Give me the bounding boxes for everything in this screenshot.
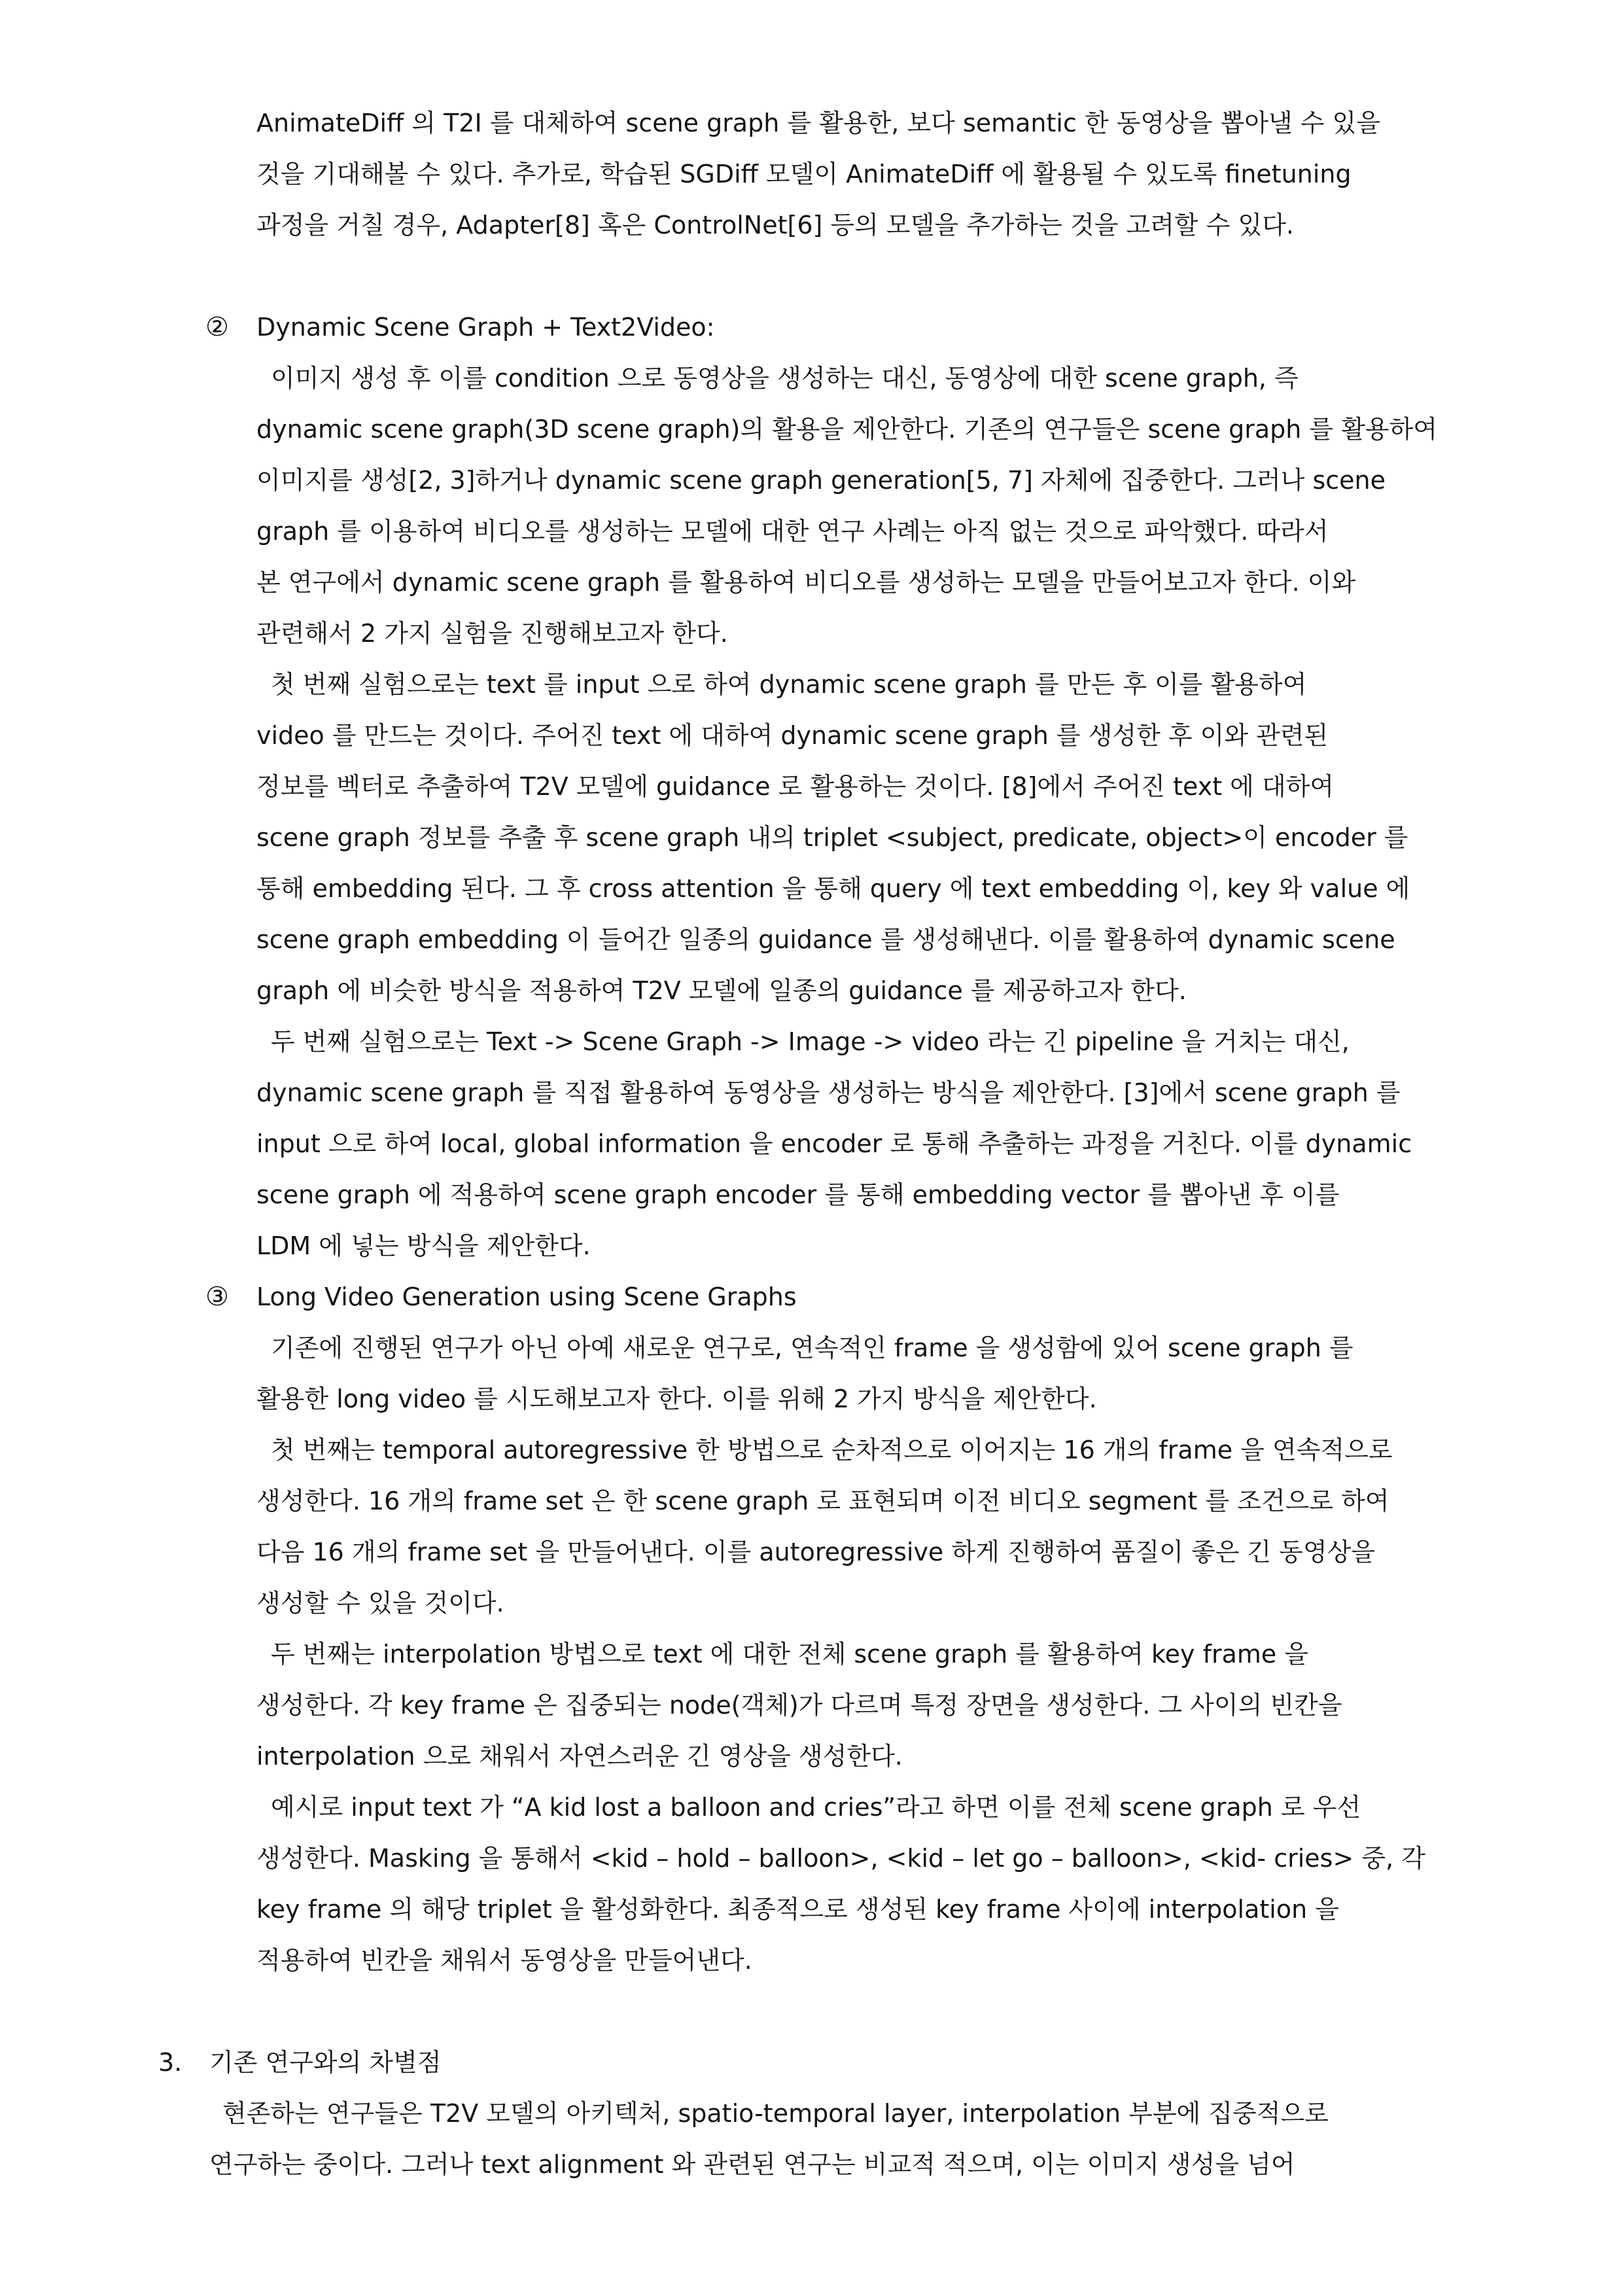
item-3-line: 생성한다. Masking 을 통해서 <kid – hold – balloon>, <kid – let go – balloon>, <kid- cries> 중, 각 bbox=[256, 1844, 1425, 1873]
item-2-line: 본 연구에서 dynamic scene graph 를 활용하여 비디오를 생성하는 모델을 만들어보고자 한다. 이와 bbox=[256, 568, 1356, 597]
item-2-line: 관련해서 2 가지 실험을 진행해보고자 한다. bbox=[256, 619, 728, 648]
item-2-line: graph 를 이용하여 비디오를 생성하는 모델에 대한 연구 사례는 아직 없는 것으로 파악했다. 따라서 bbox=[256, 517, 1329, 546]
item-2-line: scene graph embedding 이 들어간 일종의 guidance 를 생성해낸다. 이를 활용하여 dynamic scene bbox=[256, 925, 1395, 954]
item-2-line: dynamic scene graph 를 직접 활용하여 동영상을 생성하는 방식을 제안한다. [3]에서 scene graph 를 bbox=[256, 1078, 1401, 1107]
item-3-line: 활용한 long video 를 시도해보고자 한다. 이를 위해 2 가지 방식을 제안한다. bbox=[256, 1385, 1097, 1413]
intro-line: 과정을 거칠 경우, Adapter[8] 혹은 ControlNet[6] 등의 모델을 추가하는 것을 고려할 수 있다. bbox=[256, 211, 1294, 239]
item-3-title: Long Video Generation using Scene Graphs bbox=[256, 1282, 797, 1311]
item-2-title: Dynamic Scene Graph + Text2Video: bbox=[256, 313, 715, 342]
section-3-line: 현존하는 연구들은 T2V 모델의 아키텍처, spatio-temporal layer, interpolation 부분에 집중적으로 bbox=[222, 2099, 1329, 2128]
section-3-title: 기존 연구와의 차별점 bbox=[209, 2048, 442, 2077]
item-3-line: 생성할 수 있을 것이다. bbox=[256, 1589, 504, 1617]
item-2-line: scene graph 정보를 추출 후 scene graph 내의 triplet <subject, predicate, object>이 encoder 를 bbox=[256, 823, 1408, 852]
item-3-line: key frame 의 해당 triplet 을 활성화한다. 최종적으로 생성된 key frame 사이에 interpolation 을 bbox=[256, 1895, 1339, 1924]
intro-line: 것을 기대해볼 수 있다. 추가로, 학습된 SGDiff 모델이 AnimateDiff 에 활용될 수 있도록 finetuning bbox=[256, 160, 1352, 188]
item-2-line: video 를 만드는 것이다. 주어진 text 에 대하여 dynamic scene graph 를 생성한 후 이와 관련된 bbox=[256, 721, 1329, 750]
item-3-line: 기존에 진행된 연구가 아닌 아예 새로운 연구로, 연속적인 frame 을 생성함에 있어 scene graph 를 bbox=[271, 1333, 1353, 1362]
item-2-line: input 으로 하여 local, global information 을 encoder 로 통해 추출하는 과정을 거친다. 이를 dynamic bbox=[256, 1129, 1412, 1158]
item-3-marker: ③ bbox=[205, 1282, 229, 1312]
item-3-line: 적용하여 빈칸을 채워서 동영상을 만들어낸다. bbox=[256, 1946, 752, 1975]
item-3-line: interpolation 으로 채워서 자연스러운 긴 영상을 생성한다. bbox=[256, 1742, 903, 1771]
item-2-line: scene graph 에 적용하여 scene graph encoder 를 통해 embedding vector 를 뽑아낸 후 이를 bbox=[256, 1180, 1340, 1209]
item-3-line: 예시로 input text 가 “A kid lost a balloon and cries”라고 하면 이를 전체 scene graph 로 우선 bbox=[271, 1793, 1361, 1822]
item-2-line: dynamic scene graph(3D scene graph)의 활용을 제안한다. 기존의 연구들은 scene graph 를 활용하여 bbox=[256, 415, 1438, 444]
item-3-line: 첫 번째는 temporal autoregressive 한 방법으로 순차적으로 이어지는 16 개의 frame 을 연속적으로 bbox=[271, 1436, 1393, 1464]
item-2-line: 두 번째 실험으로는 Text -> Scene Graph -> Image -> video 라는 긴 pipeline 을 거치는 대신, bbox=[271, 1027, 1350, 1056]
item-2-line: 통해 embedding 된다. 그 후 cross attention 을 통해 query 에 text embedding 이, key 와 value 에 bbox=[256, 874, 1410, 903]
item-3-line: 두 번째는 interpolation 방법으로 text 에 대한 전체 scene graph 를 활용하여 key frame 을 bbox=[271, 1640, 1309, 1669]
item-3-line: 생성한다. 16 개의 frame set 은 한 scene graph 로 표현되며 이전 비디오 segment 를 조건으로 하여 bbox=[256, 1487, 1389, 1515]
item-2-line: 정보를 벡터로 추출하여 T2V 모델에 guidance 로 활용하는 것이다. [8]에서 주어진 text 에 대하여 bbox=[256, 772, 1335, 801]
item-2-line: 첫 번째 실험으로는 text 를 input 으로 하여 dynamic scene graph 를 만든 후 이를 활용하여 bbox=[271, 670, 1307, 699]
item-3-line: 다음 16 개의 frame set 을 만들어낸다. 이를 autoregressive 하게 진행하여 품질이 좋은 긴 동영상을 bbox=[256, 1538, 1376, 1566]
section-3-number: 3. bbox=[158, 2048, 183, 2077]
item-2-line: LDM 에 넣는 방식을 제안한다. bbox=[256, 1231, 591, 1260]
item-2-marker: ② bbox=[205, 312, 229, 342]
item-2-line: graph 에 비슷한 방식을 적용하여 T2V 모델에 일종의 guidance 를 제공하고자 한다. bbox=[256, 976, 1187, 1005]
section-3-line: 연구하는 중이다. 그러나 text alignment 와 관련된 연구는 비교적 적으며, 이는 이미지 생성을 넘어 bbox=[209, 2150, 1295, 2179]
item-2-line: 이미지를 생성[2, 3]하거나 dynamic scene graph generation[5, 7] 자체에 집중한다. 그러나 scene bbox=[256, 466, 1386, 495]
intro-line: AnimateDiff 의 T2I 를 대체하여 scene graph 를 활용한, 보다 semantic 한 동영상을 뽑아낼 수 있을 bbox=[256, 109, 1381, 137]
item-3-line: 생성한다. 각 key frame 은 집중되는 node(객체)가 다르며 특정 장면을 생성한다. 그 사이의 빈칸을 bbox=[256, 1691, 1342, 1720]
item-2-line: 이미지 생성 후 이를 condition 으로 동영상을 생성하는 대신, 동영상에 대한 scene graph, 즉 bbox=[271, 364, 1299, 393]
